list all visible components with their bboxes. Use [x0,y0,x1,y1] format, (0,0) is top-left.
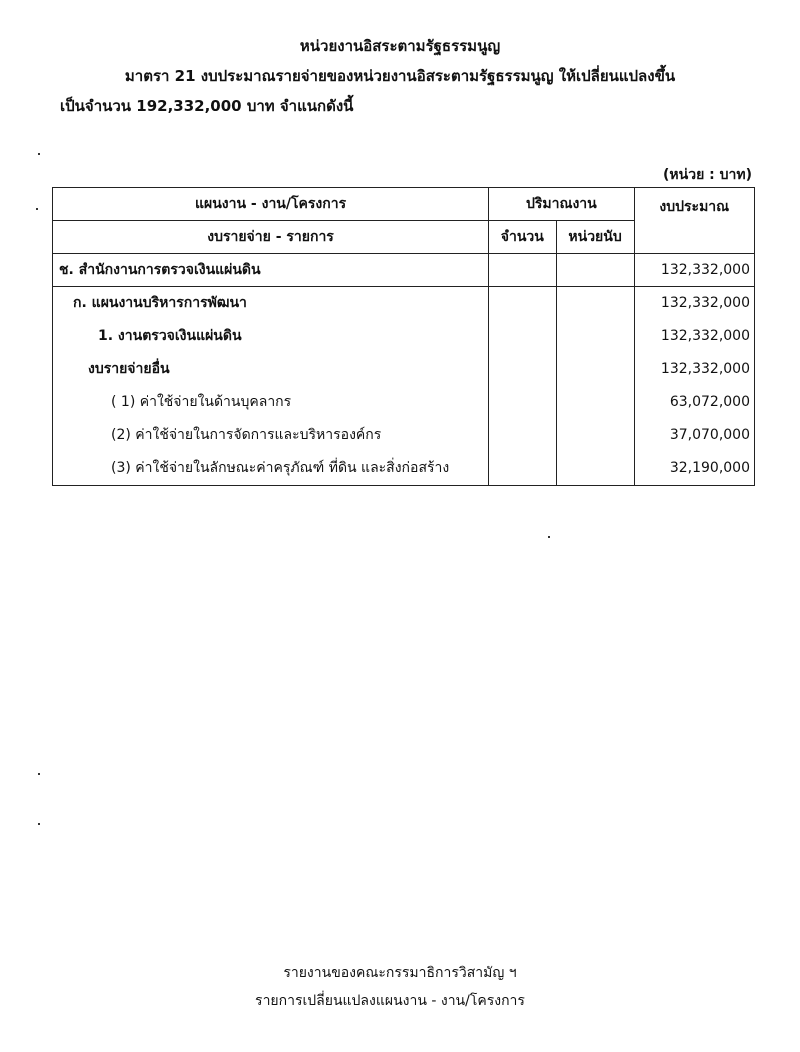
scan-speck [548,536,550,538]
task-label: 1. งานตรวจเงินแผ่นดิน [98,328,242,344]
detail-unit-cell [556,287,634,486]
expense-item-amount: 32,190,000 [669,460,750,476]
col-quantity-header: จำนวน [489,221,556,254]
col-workload-header: ปริมาณงาน [489,188,634,221]
col-budget-header: งบประมาณ [634,188,754,254]
agency-amount: 132,332,000 [634,254,754,287]
expense-item-label: ( 1) ค่าใช้จ่ายในด้านบุคลากร [111,394,292,410]
footer-subtitle: รายการเปลี่ยนแปลงแผนงาน - งาน/โครงการ [255,993,525,1009]
plan-label: ก. แผนงานบริหารการพัฒนา [73,295,247,311]
expense-group-amount: 132,332,000 [660,361,750,377]
scan-speck [38,773,40,775]
expense-item-amount: 63,072,000 [669,394,750,410]
section-subtitle: มาตรา 21 งบประมาณรายจ่ายของหน่วยงานอิสระตามรัฐธรรมนูญ ให้เปลี่ยนแปลงขึ้น [124,67,676,85]
col-unit-header: หน่วยนับ [556,221,634,254]
expense-item-label: (3) ค่าใช้จ่ายในลักษณะค่าครุภัณฑ์ ที่ดิน และสิ่งก่อสร้าง [111,460,450,476]
scan-speck [38,153,40,155]
agency-label: ช. สำนักงานการตรวจเงินแผ่นดิน [53,254,489,287]
scan-speck [36,208,38,210]
document-title: หน่วยงานอิสระตามรัฐธรรมนูญ [299,37,501,55]
agency-row [53,254,755,287]
amount-line: เป็นจำนวน 192,332,000 บาท จำแนกดังนี้ [60,97,354,115]
expense-item-label: (2) ค่าใช้จ่ายในการจัดการและบริหารองค์กร [111,427,382,443]
col-plan-header: แผนงาน - งาน/โครงการ [53,188,489,221]
footer-report-title: รายงานของคณะกรรมาธิการวิสามัญ ฯ [283,965,517,981]
scan-speck [38,823,40,825]
budget-table [52,187,755,486]
agency-unit-cell [556,254,634,287]
task-amount: 132,332,000 [660,328,750,344]
expense-item-amount: 37,070,000 [669,427,750,443]
col-item-header: งบรายจ่าย - รายการ [53,221,489,254]
agency-quantity-cell [489,254,556,287]
unit-label: (หน่วย : บาท) [663,167,752,183]
detail-amounts [634,287,754,486]
detail-quantity-cell [489,287,556,486]
detail-labels [53,287,489,486]
expense-group-label: งบรายจ่ายอื่น [88,361,170,377]
detail-block [53,287,755,486]
plan-amount: 132,332,000 [660,295,750,311]
